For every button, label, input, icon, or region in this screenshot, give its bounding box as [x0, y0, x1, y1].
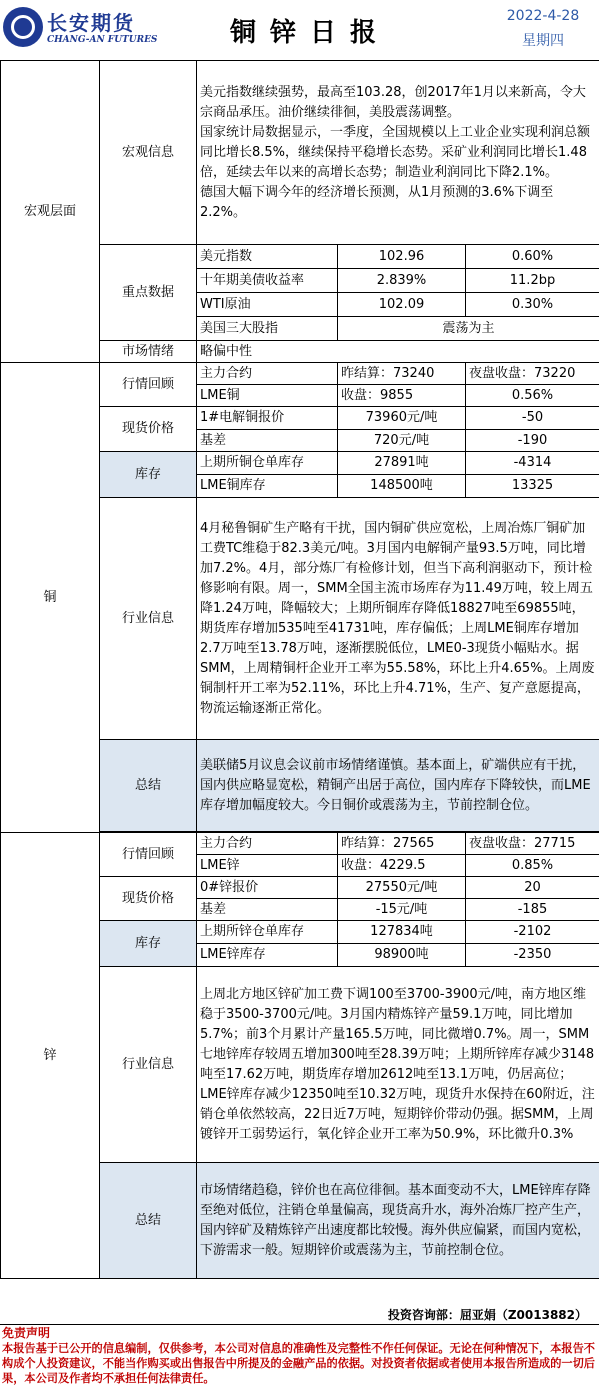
key-data-change: 0.30% — [466, 293, 599, 317]
zinc-section-label: 锌 — [1, 833, 100, 1279]
zinc-summary-text: 市场情绪趋稳，锌价也在高位徘徊。基本面变动不大，LME锌库存降至绝对低位，注销仓单量偏高，现货高升水，海外冶炼厂控产生产，国内锌矿及精炼锌产出速度都比较慢。海外供应偏紧，而国内宽松，下游需求一般。短期锌价或震荡为主，节前控制仓位。 — [197, 1163, 599, 1279]
macro-info-paragraph: 美元指数继续强势，最高至103.28，创2017年1月以来新高，令大宗商品承压。油价继续徘徊，美股震荡调整。 — [200, 84, 586, 120]
copper-review-cell: 主力合约 — [197, 363, 338, 385]
copper-review-cell: 昨结算：73240 — [338, 363, 466, 385]
copper-spot-cell: 基差 — [197, 430, 338, 452]
copper-industry-text: 4月秘鲁铜矿生产略有干扰，国内铜矿供应宽松，上周冶炼厂铜矿加工费TC维稳于82.3美元/吨。3月国内电解铜产量93.5万吨，同比增加7.2%。4月，部分炼厂有检修计划，但当下高利润驱动下，预计检修影响有限。周一，SMM全国主流市场库存为11.49万吨，较上周五降1.24万吨，降幅较大；上期所铜库存降低18827吨至69855吨，期货库存增加535吨至41731吨，库存偏低；上周LME铜库存增加2.7万吨至13.78万吨，逐渐摆脱低位，LME0-3现货小幅贴水。据SMM，上周精铜杆企业开工率为55.58%，环比上升4.65%。上周废铜制杆开工率为52.11%，环比上升4.71%，生产、复产意愿提高，物流运输逐渐正常化。 — [197, 498, 599, 740]
copper-stock-label: 库存 — [100, 452, 197, 498]
copper-stock-cell: LME铜库存 — [197, 475, 338, 498]
key-data-value: 震荡为主 — [338, 317, 599, 341]
macro-info-text — [197, 61, 599, 245]
zinc-review-cell: LME锌 — [197, 855, 338, 877]
copper-spot-cell: 1#电解铜报价 — [197, 407, 338, 430]
key-data-value: 102.96 — [338, 245, 466, 269]
zinc-review-label: 行情回顾 — [100, 833, 197, 877]
key-data-label: 重点数据 — [100, 245, 197, 341]
copper-industry-label: 行业信息 — [100, 498, 197, 740]
copper-spot-label: 现货价格 — [100, 407, 197, 452]
zinc-summary-label: 总结 — [100, 1163, 197, 1279]
copper-review-cell: 收盘：9855 — [338, 385, 466, 407]
contact-text: 投资咨询部：屈亚娟（Z0013882） — [387, 1308, 587, 1322]
disclaimer — [0, 1324, 599, 1388]
report-weekday: 星期四 — [522, 33, 564, 49]
zinc-review-cell: 主力合约 — [197, 833, 338, 855]
sentiment-label: 市场情绪 — [100, 341, 197, 363]
zinc-stock-cell: 上期所锌仓单库存 — [197, 921, 338, 944]
macro-info-label: 宏观信息 — [100, 61, 197, 245]
key-data-name: 十年期美债收益率 — [197, 269, 338, 293]
copper-stock-cell: -4314 — [466, 452, 599, 475]
zinc-spot-cell: -15元/吨 — [338, 899, 466, 921]
copper-review-cell: LME铜 — [197, 385, 338, 407]
key-data-change: 0.60% — [466, 245, 599, 269]
copper-spot-cell: -50 — [466, 407, 599, 430]
zinc-review-cell: 夜盘收盘：27715 — [466, 833, 599, 855]
zinc-industry-label: 行业信息 — [100, 967, 197, 1163]
company-logo — [3, 3, 158, 55]
zinc-review-row — [1, 833, 599, 855]
macro-info-row — [1, 61, 599, 245]
report-date: 2022-4-28 — [506, 8, 580, 24]
zinc-industry-text: 上周北方地区锌矿加工费下调100至3700-3900元/吨，南方地区维稳于3500-3700元/吨。3月国内精炼锌产量59.1万吨，同比增加5.7%；前3个月累计产量165.5万吨，同比微增0.7%。周一，SMM七地锌库存较周五增加300吨至28.39万吨；上期所锌库存减少3148吨至17.62万吨，期货库存增加2612吨至13.1万吨，仍居高位；LME锌库存减少12350吨至10.32万吨，现货升水保持在60附近，注销仓单依然较高，22日近7万吨，短期锌价带动仍强。据SMM，上周镀锌开工弱势运行，氧化锌企业开工率为50.9%，环比微升0.3% — [197, 967, 599, 1163]
copper-spot-cell: 73960元/吨 — [338, 407, 466, 430]
copper-stock-cell: 上期所铜仓单库存 — [197, 452, 338, 475]
zinc-stock-cell: -2350 — [466, 944, 599, 967]
macro-section-label: 宏观层面 — [1, 61, 100, 363]
key-data-name: 美国三大股指 — [197, 317, 338, 341]
copper-review-label: 行情回顾 — [100, 363, 197, 407]
zinc-spot-cell: 27550元/吨 — [338, 877, 466, 899]
key-data-value: 2.839% — [338, 269, 466, 293]
zinc-stock-cell: -2102 — [466, 921, 599, 944]
report-header — [0, 0, 599, 61]
key-data-name: 美元指数 — [197, 245, 338, 269]
disclaimer-title: 免责声明 — [2, 1326, 51, 1340]
copper-section-label: 铜 — [1, 363, 100, 833]
key-data-name: WTI原油 — [197, 293, 338, 317]
key-data-change: 11.2bp — [466, 269, 599, 293]
zinc-spot-cell: 0#锌报价 — [197, 877, 338, 899]
zinc-stock-cell: 98900吨 — [338, 944, 466, 967]
zinc-spot-cell: 基差 — [197, 899, 338, 921]
zinc-spot-cell: 20 — [466, 877, 599, 899]
copper-review-row — [1, 363, 599, 385]
zinc-stock-label: 库存 — [100, 921, 197, 967]
zinc-stock-cell: LME锌库存 — [197, 944, 338, 967]
copper-stock-cell: 27891吨 — [338, 452, 466, 475]
zinc-stock-cell: 127834吨 — [338, 921, 466, 944]
report-title: 铜锌日报 — [229, 18, 390, 48]
zinc-review-cell: 昨结算：27565 — [338, 833, 466, 855]
logo-emblem-icon — [3, 7, 43, 47]
copper-summary-label: 总结 — [100, 740, 197, 832]
copper-review-cell: 夜盘收盘：73220 — [466, 363, 599, 385]
zinc-spot-label: 现货价格 — [100, 877, 197, 921]
logo-english-name: CHANG-AN FUTURES — [47, 35, 158, 45]
zinc-review-cell: 0.85% — [466, 855, 599, 877]
report-table — [0, 60, 599, 1279]
copper-review-cell: 0.56% — [466, 385, 599, 407]
copper-spot-cell: -190 — [466, 430, 599, 452]
copper-summary-text: 美联储5月议息会议前市场情绪谨慎。基本面上，矿端供应有干扰，国内供应略显宽松，精铜产出居于高位，国内库存下降较快，而LME库存增加幅度较大。今日铜价或震荡为主，节前控制仓位。 — [197, 740, 599, 832]
copper-stock-cell: 148500吨 — [338, 475, 466, 498]
logo-chinese-name: 长安期货 — [47, 11, 135, 35]
macro-info-paragraph: 国家统计局数据显示，一季度，全国规模以上工业企业实现利润总额同比增长8.5%，继续保持平稳增长态势。采矿业利润同比增长1.48倍，延续去年以来的高增长态势；制造业利润同比下降2.1%。 — [200, 124, 591, 180]
key-data-value: 102.09 — [338, 293, 466, 317]
sentiment-value: 略偏中性 — [197, 341, 599, 363]
copper-spot-cell: 720元/吨 — [338, 430, 466, 452]
contact-line — [0, 1302, 599, 1324]
macro-info-paragraph: 德国大幅下调今年的经济增长预测，从1月预测的3.6%下调至2.2%。 — [200, 184, 554, 220]
copper-stock-cell: 13325 — [466, 475, 599, 498]
disclaimer-body: 本报告基于已公开的信息编制，仅供参考，本公司对信息的准确性及完整性不作任何保证。无论在何种情况下，本报告不构成个人投资建议，不能当作购买或出售报告中所提及的金融产品的依据。对投资者依据或者使用本报告所造成的一切后果，本公司及作者均不承担任何法律责任。 — [2, 1342, 595, 1385]
zinc-review-cell: 收盘：4229.5 — [338, 855, 466, 877]
zinc-spot-cell: -185 — [466, 899, 599, 921]
